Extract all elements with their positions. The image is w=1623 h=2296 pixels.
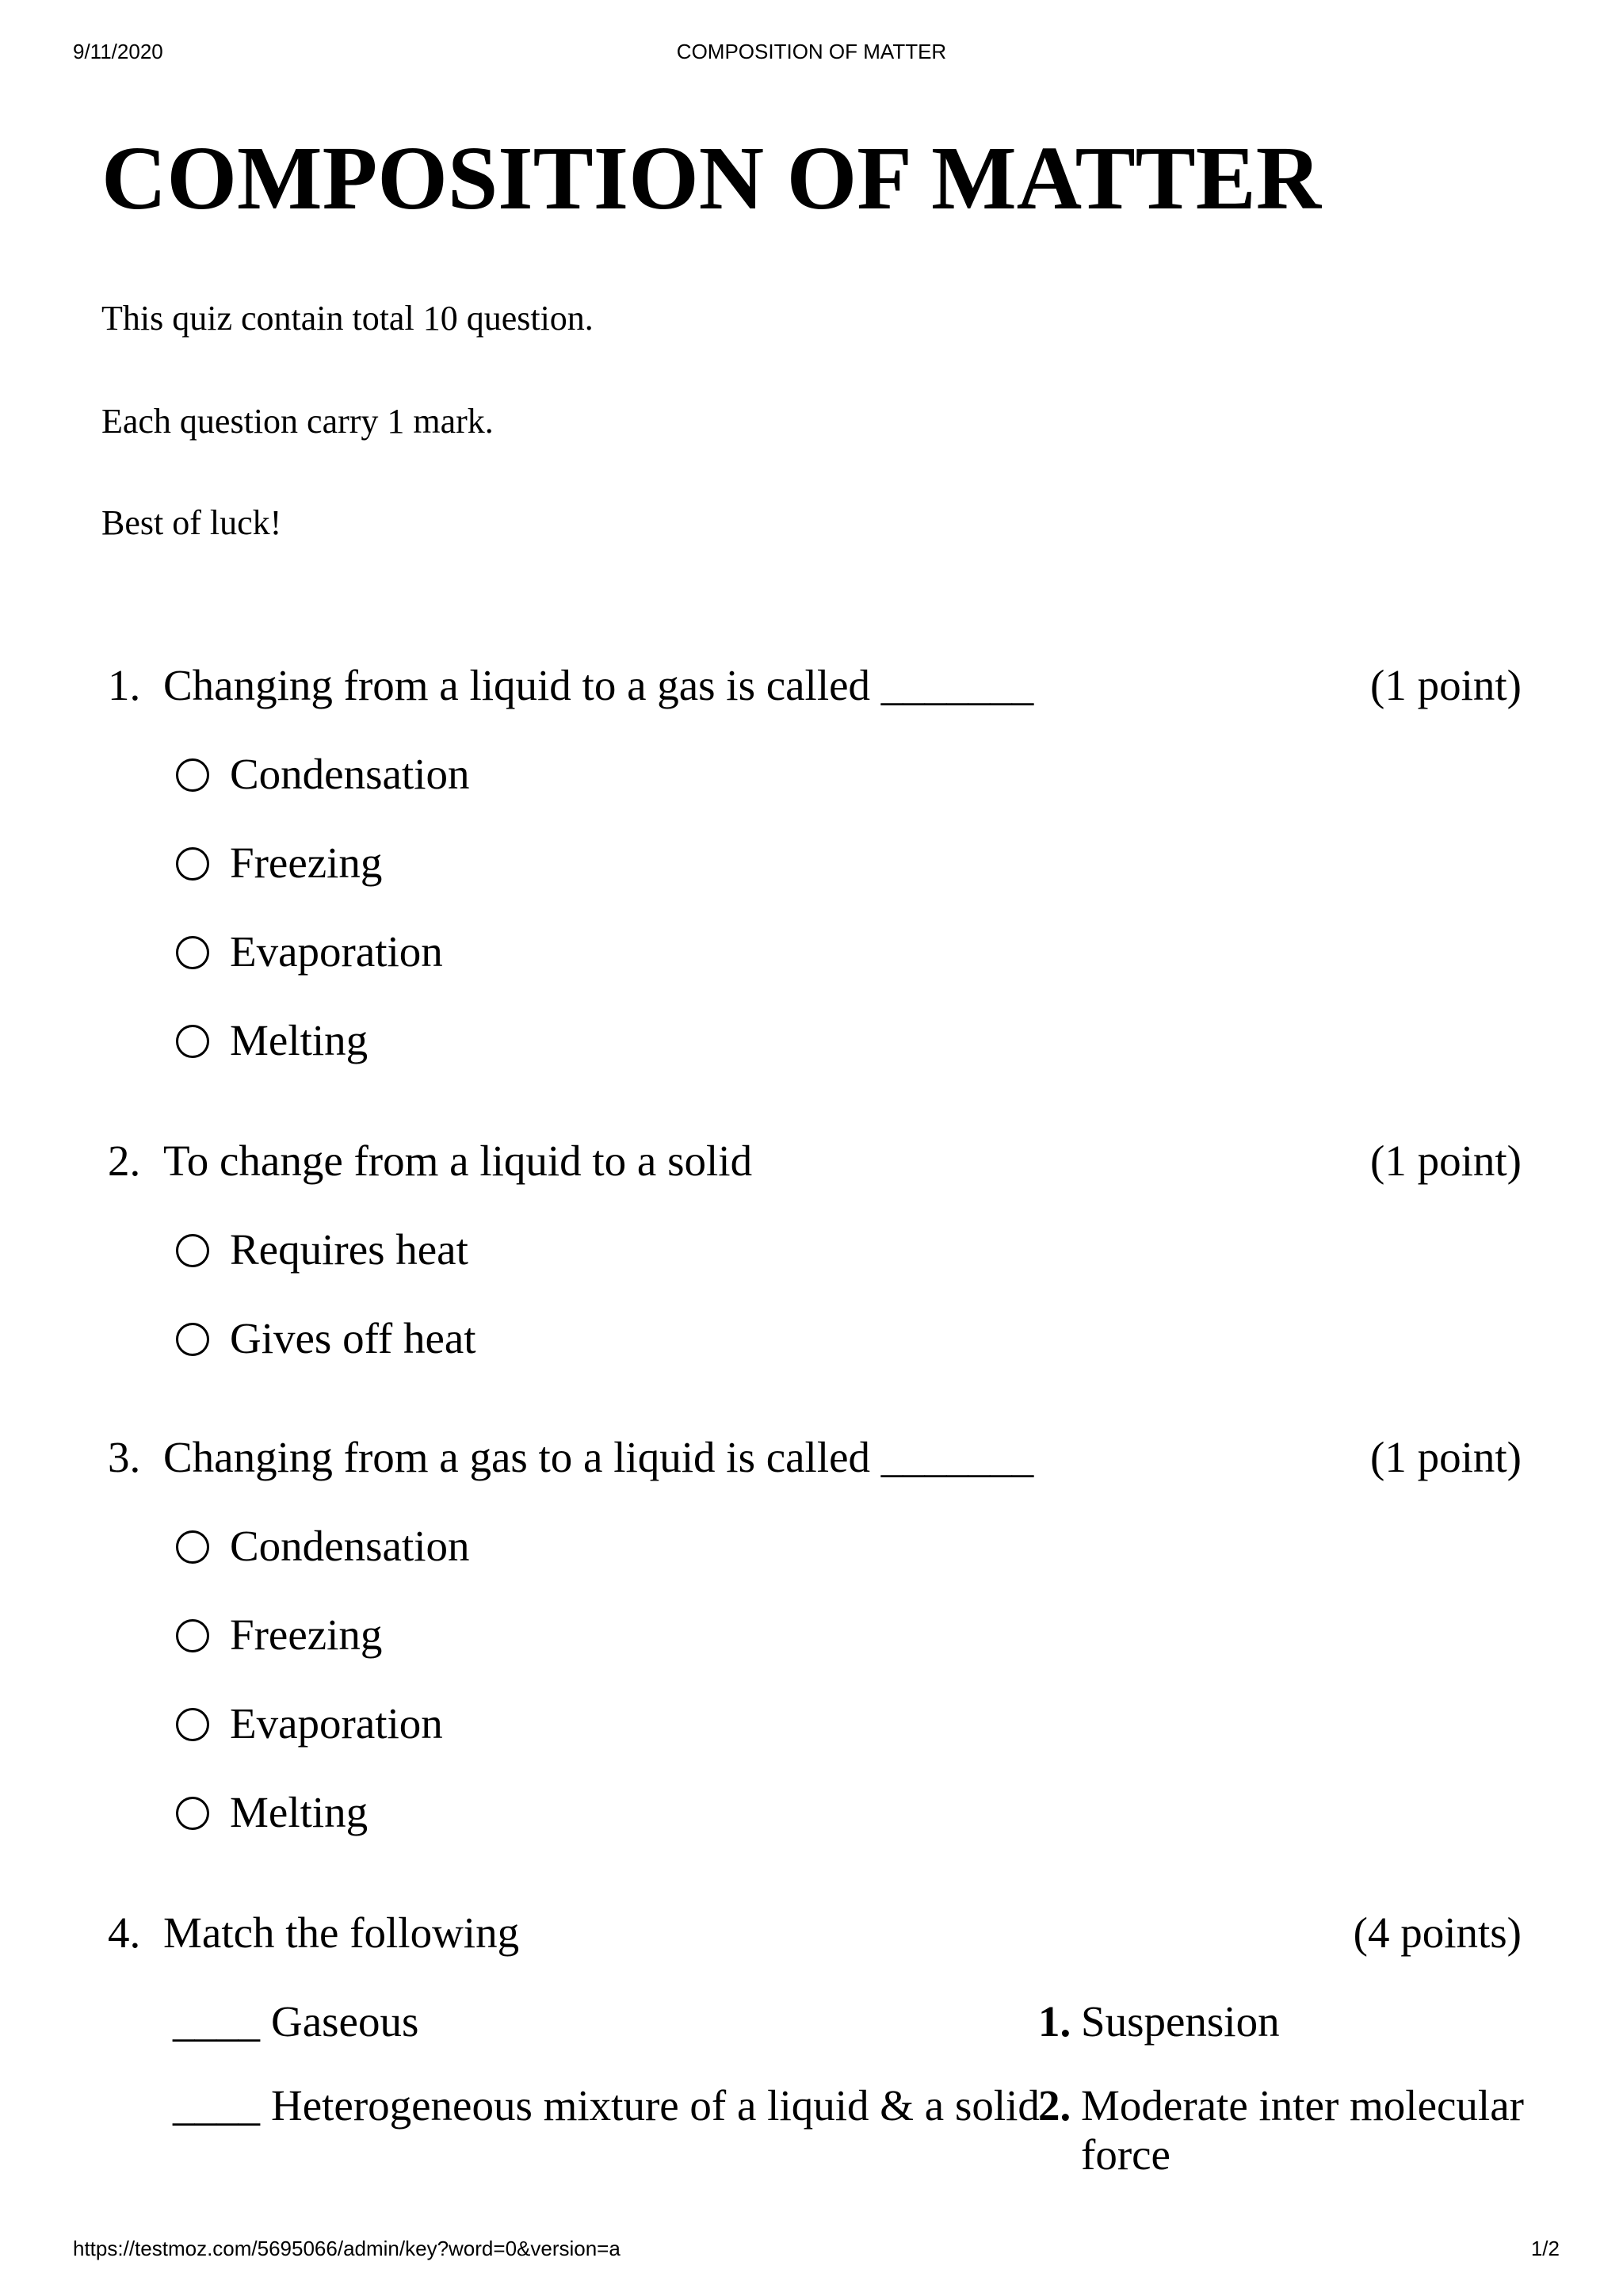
radio-button[interactable] <box>176 1530 209 1564</box>
question-text: Changing from a gas to a liquid is called _______ <box>163 1433 1034 1481</box>
option-label: Evaporation <box>230 1699 443 1748</box>
question-points: (4 points) <box>1353 1908 1522 1957</box>
option-label: Melting <box>230 1016 369 1064</box>
option-label: Gives off heat <box>230 1314 476 1362</box>
question-header <box>0 1433 1623 1482</box>
option-label: Condensation <box>230 1522 470 1570</box>
print-footer-url: https://testmoz.com/5695066/admin/key?word=0&version=a <box>73 2237 621 2260</box>
question-text: Match the following <box>163 1908 520 1957</box>
question-number: 1. <box>108 661 141 709</box>
question-number: 3. <box>108 1433 141 1481</box>
page-number: 1/2 <box>1530 2237 1560 2260</box>
print-header-title: COMPOSITION OF MATTER <box>676 40 947 63</box>
match-item-text: Gaseous <box>271 1997 419 2046</box>
question-text: To change from a liquid to a solid <box>163 1137 753 1185</box>
option-label: Requires heat <box>230 1225 468 1274</box>
match-choice-text: Moderate inter molecular force <box>1081 2081 1524 2179</box>
question-header <box>0 1137 1623 1186</box>
radio-button[interactable] <box>176 1025 209 1058</box>
question-number: 2. <box>108 1137 141 1185</box>
match-choice-text: Suspension <box>1081 1997 1280 2046</box>
radio-button[interactable] <box>176 1234 209 1267</box>
radio-button[interactable] <box>176 1708 209 1741</box>
intro-line: Each question carry 1 mark. <box>101 402 494 441</box>
match-answer-blank[interactable]: ____ <box>173 1997 260 2046</box>
option-label: Freezing <box>230 839 383 887</box>
question-points: (1 point) <box>1370 1137 1522 1185</box>
question-text: Changing from a liquid to a gas is called _______ <box>163 661 1034 709</box>
option-label: Evaporation <box>230 927 443 976</box>
radio-button[interactable] <box>176 1323 209 1356</box>
question-points: (1 point) <box>1370 1433 1522 1481</box>
intro-line: This quiz contain total 10 question. <box>101 299 594 338</box>
match-choice-number: 2. <box>1038 2081 1071 2130</box>
question-points: (1 point) <box>1370 661 1522 709</box>
match-answer-blank[interactable]: ____ <box>173 2081 260 2130</box>
intro-line: Best of luck! <box>101 503 282 542</box>
radio-button[interactable] <box>176 1619 209 1652</box>
question-header <box>0 661 1623 710</box>
quiz-title: COMPOSITION OF MATTER <box>101 128 1322 228</box>
radio-button[interactable] <box>176 1797 209 1830</box>
match-item-text: Heterogeneous mixture of a liquid & a solid <box>271 2081 1040 2130</box>
option-label: Freezing <box>230 1610 383 1659</box>
question-number: 4. <box>108 1908 141 1957</box>
radio-button[interactable] <box>176 847 209 881</box>
radio-button[interactable] <box>176 758 209 792</box>
option-label: Melting <box>230 1788 369 1836</box>
option-label: Condensation <box>230 750 470 798</box>
print-date: 9/11/2020 <box>73 40 163 63</box>
question-header <box>0 1908 1623 1958</box>
match-choice-number: 1. <box>1038 1997 1071 2046</box>
radio-button[interactable] <box>176 936 209 969</box>
